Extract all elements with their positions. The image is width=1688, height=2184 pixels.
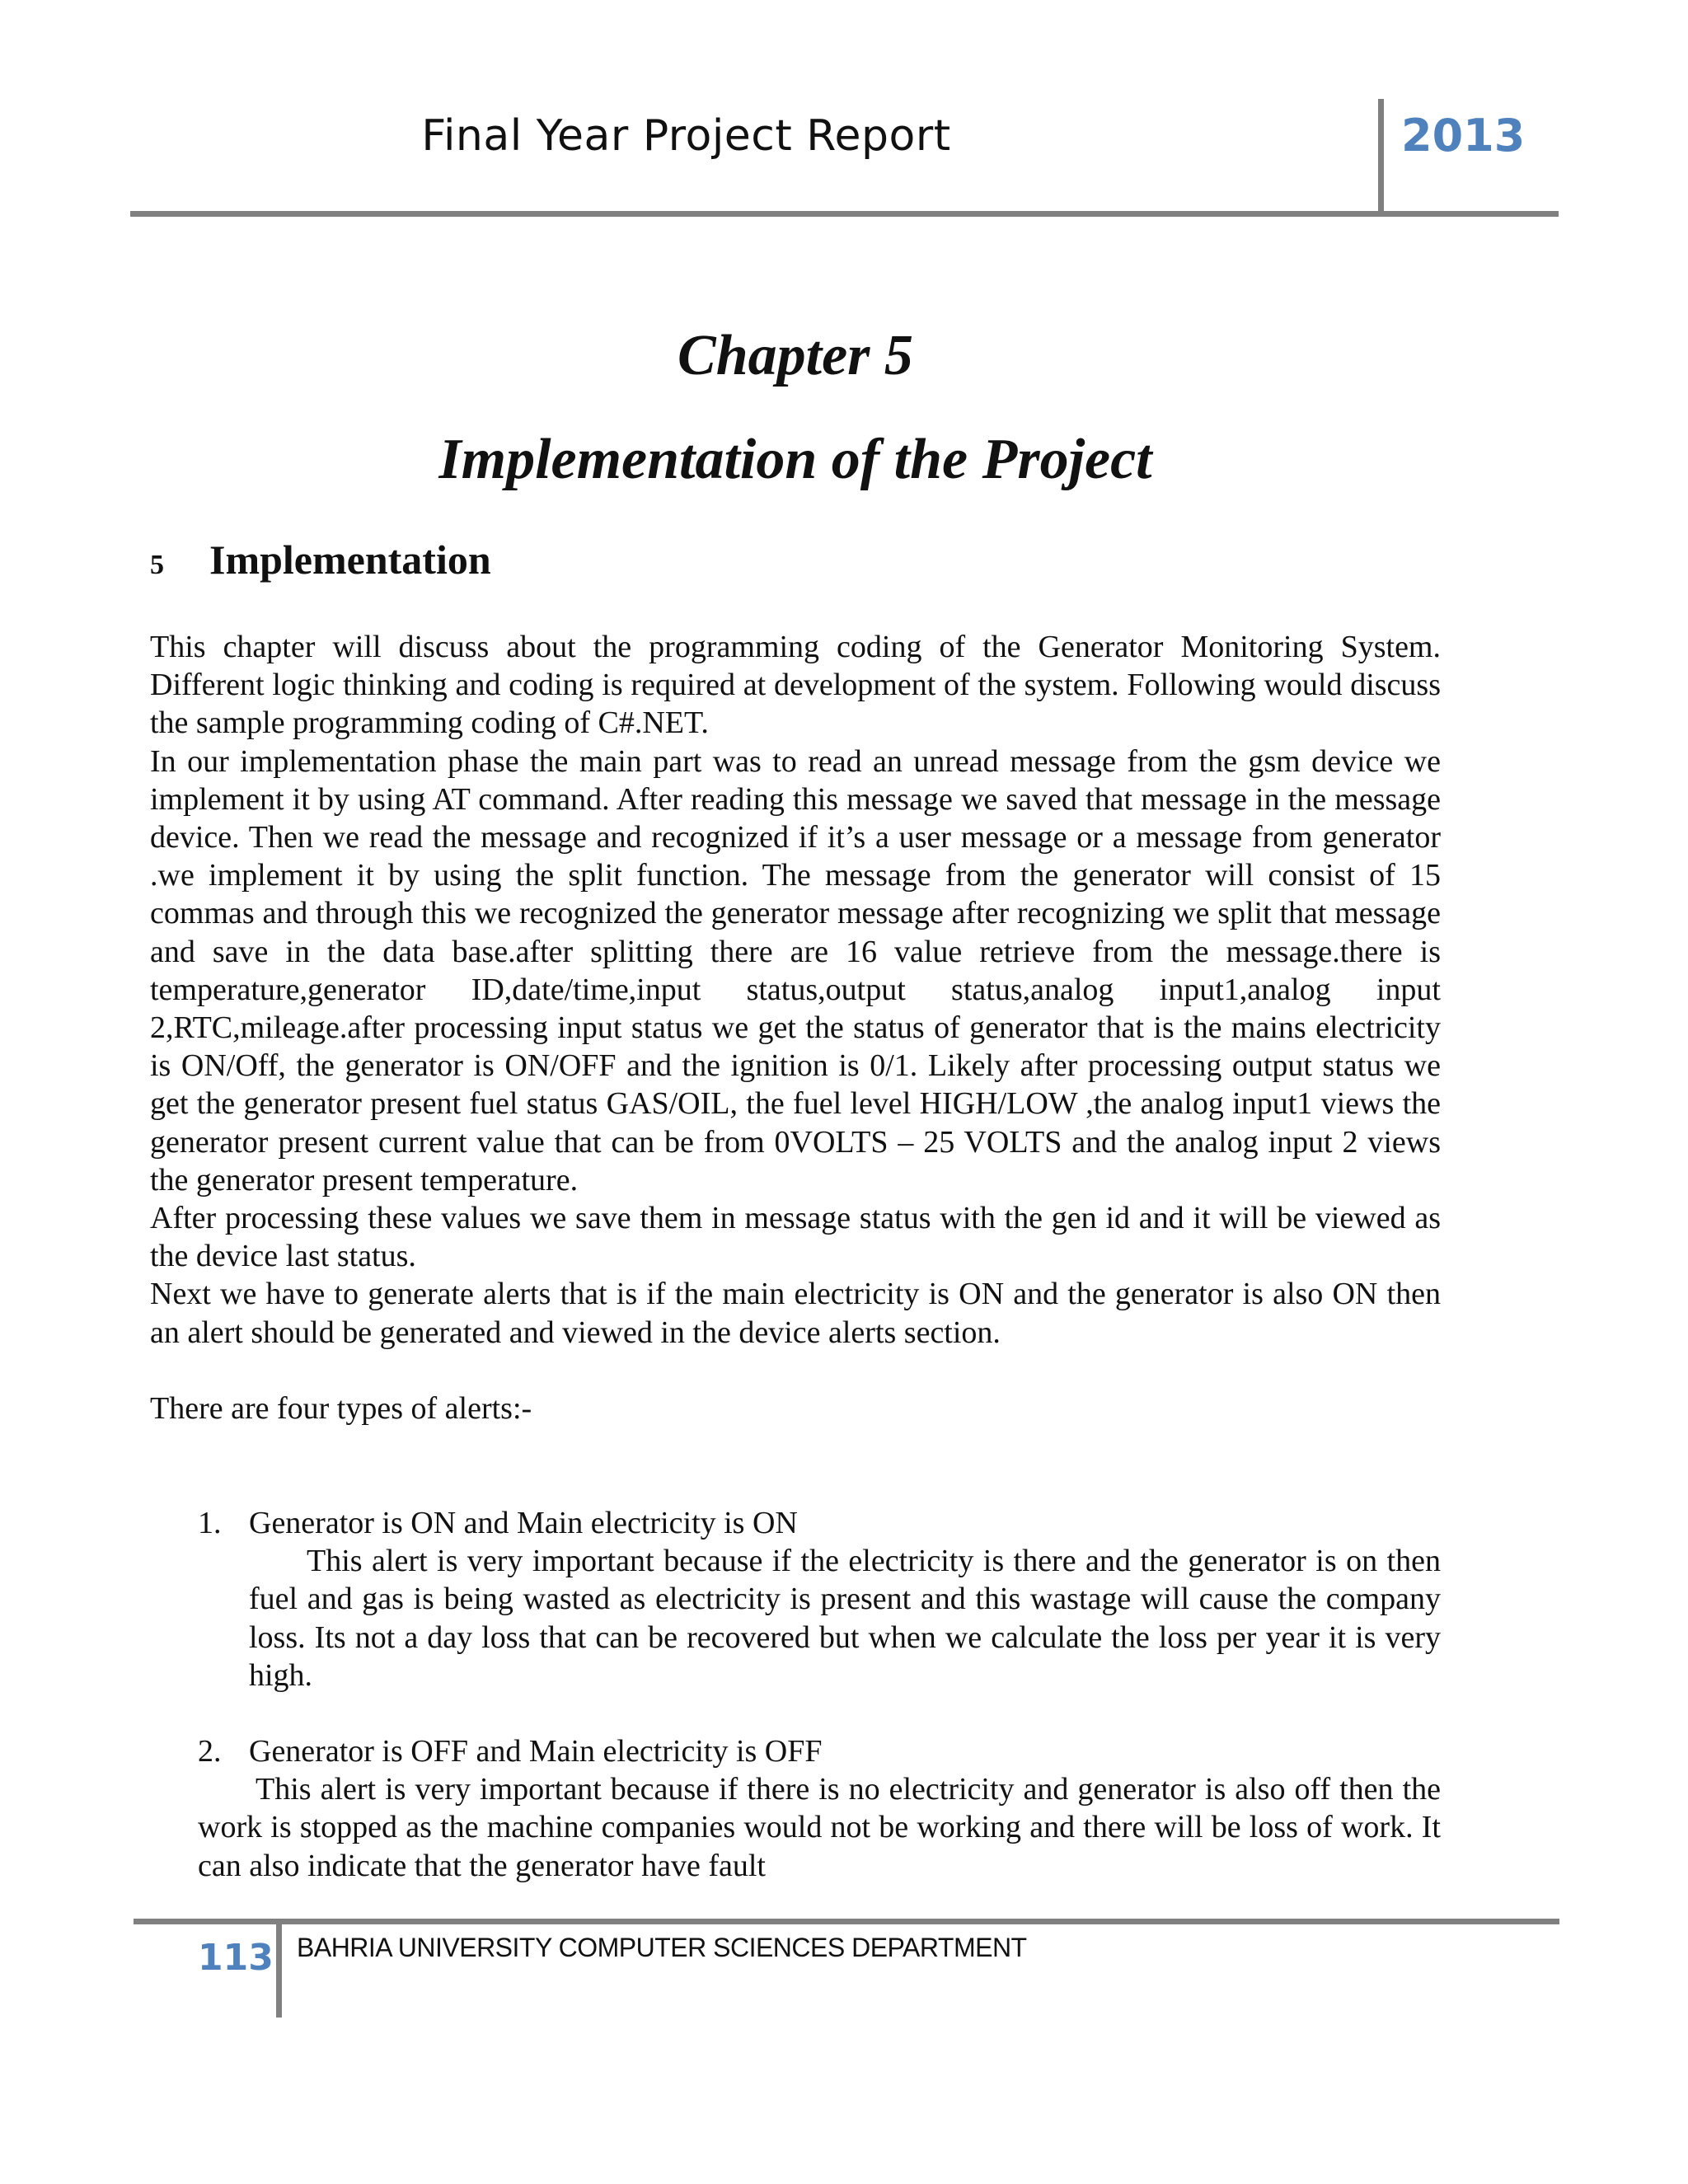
list-item-title: Generator is OFF and Main electricity is OFF bbox=[249, 1734, 823, 1769]
section-number: 5 bbox=[150, 550, 164, 580]
alerts-intro: There are four types of alerts:- bbox=[150, 1390, 532, 1426]
list-item-number: 2. bbox=[198, 1734, 222, 1769]
body-text bbox=[150, 628, 1441, 1427]
section-heading bbox=[150, 536, 491, 583]
header-year: 2013 bbox=[1401, 110, 1526, 162]
page-number: 113 bbox=[198, 1937, 274, 1979]
paragraph-alerts: Next we have to generate alerts that is if the main electricity is ON and the generator is also ON then an alert should be generated and viewed in the device alerts section. bbox=[150, 1277, 1441, 1350]
footer-divider-vertical bbox=[276, 1920, 282, 2018]
footer-department: BAHRIA UNIVERSITY COMPUTER SCIENCES DEPARTMENT bbox=[297, 1933, 1027, 1962]
list-item-title: Generator is ON and Main electricity is ON bbox=[249, 1506, 798, 1540]
header-divider-vertical bbox=[1378, 99, 1384, 216]
paragraph-status: After processing these values we save them in message status with the gen id and it will be viewed as the device last status. bbox=[150, 1201, 1441, 1274]
alerts-list bbox=[198, 1504, 1441, 1923]
section-title: Implementation bbox=[209, 537, 491, 583]
chapter-label: Chapter 5 bbox=[678, 324, 913, 387]
list-item-number: 1. bbox=[198, 1506, 222, 1540]
spacer bbox=[150, 1352, 1441, 1390]
list-item bbox=[198, 1504, 1441, 1694]
list-item-text: This alert is very important because if there is no electricity and generator is also off then the work is stopped as the machine companies would not be working and there will be loss of work. It can also indicate that the generator have fault bbox=[198, 1772, 1441, 1883]
header-title: Final Year Project Report bbox=[421, 111, 951, 161]
chapter-title: Implementation of the Project bbox=[438, 428, 1152, 491]
list-item-text: This alert is very important because if the electricity is there and the generator is on then fuel and gas is being wasted as electricity is present and this wastage will cause the company loss. Its not a day loss that can be recovered but when we calculate the loss per year it is very high. bbox=[249, 1544, 1441, 1693]
footer-rule bbox=[134, 1919, 1559, 1924]
header-rule bbox=[130, 211, 1559, 217]
list-item bbox=[198, 1732, 1441, 1885]
paragraph-intro: This chapter will discuss about the programming coding of the Generator Monitoring System. Different logic thinking and coding is required at development of the system. Following would discuss the sample programming coding of C#.NET. bbox=[150, 630, 1441, 741]
paragraph-implementation: In our implementation phase the main part was to read an unread message from the gsm device we implement it by using AT command. After reading this message we saved that message in the message device. Then we read the message and recognized if it’s a user message or a message from generator .we implement it by using the split function. The message from the generator will consist of 15 commas and through this we recognized the generator message after recognizing we split that message and save in the data base.after splitting there are 16 value retrieve from the message.there is temperature,generator ID,date/time,input status,output status,analog input1,analog input 2,RTC,mileage.after processing input status we get the status of generator that is the mains electricity is ON/Off, the generator is ON/OFF and the ignition is 0/1. Likely after processing output status we get the generator present fuel status GAS/OIL, the fuel level HIGH/LOW ,the analog input1 views the generator present current value that can be from 0VOLTS – 25 VOLTS and the analog input 2 views the generator present temperature. bbox=[150, 743, 1441, 1197]
